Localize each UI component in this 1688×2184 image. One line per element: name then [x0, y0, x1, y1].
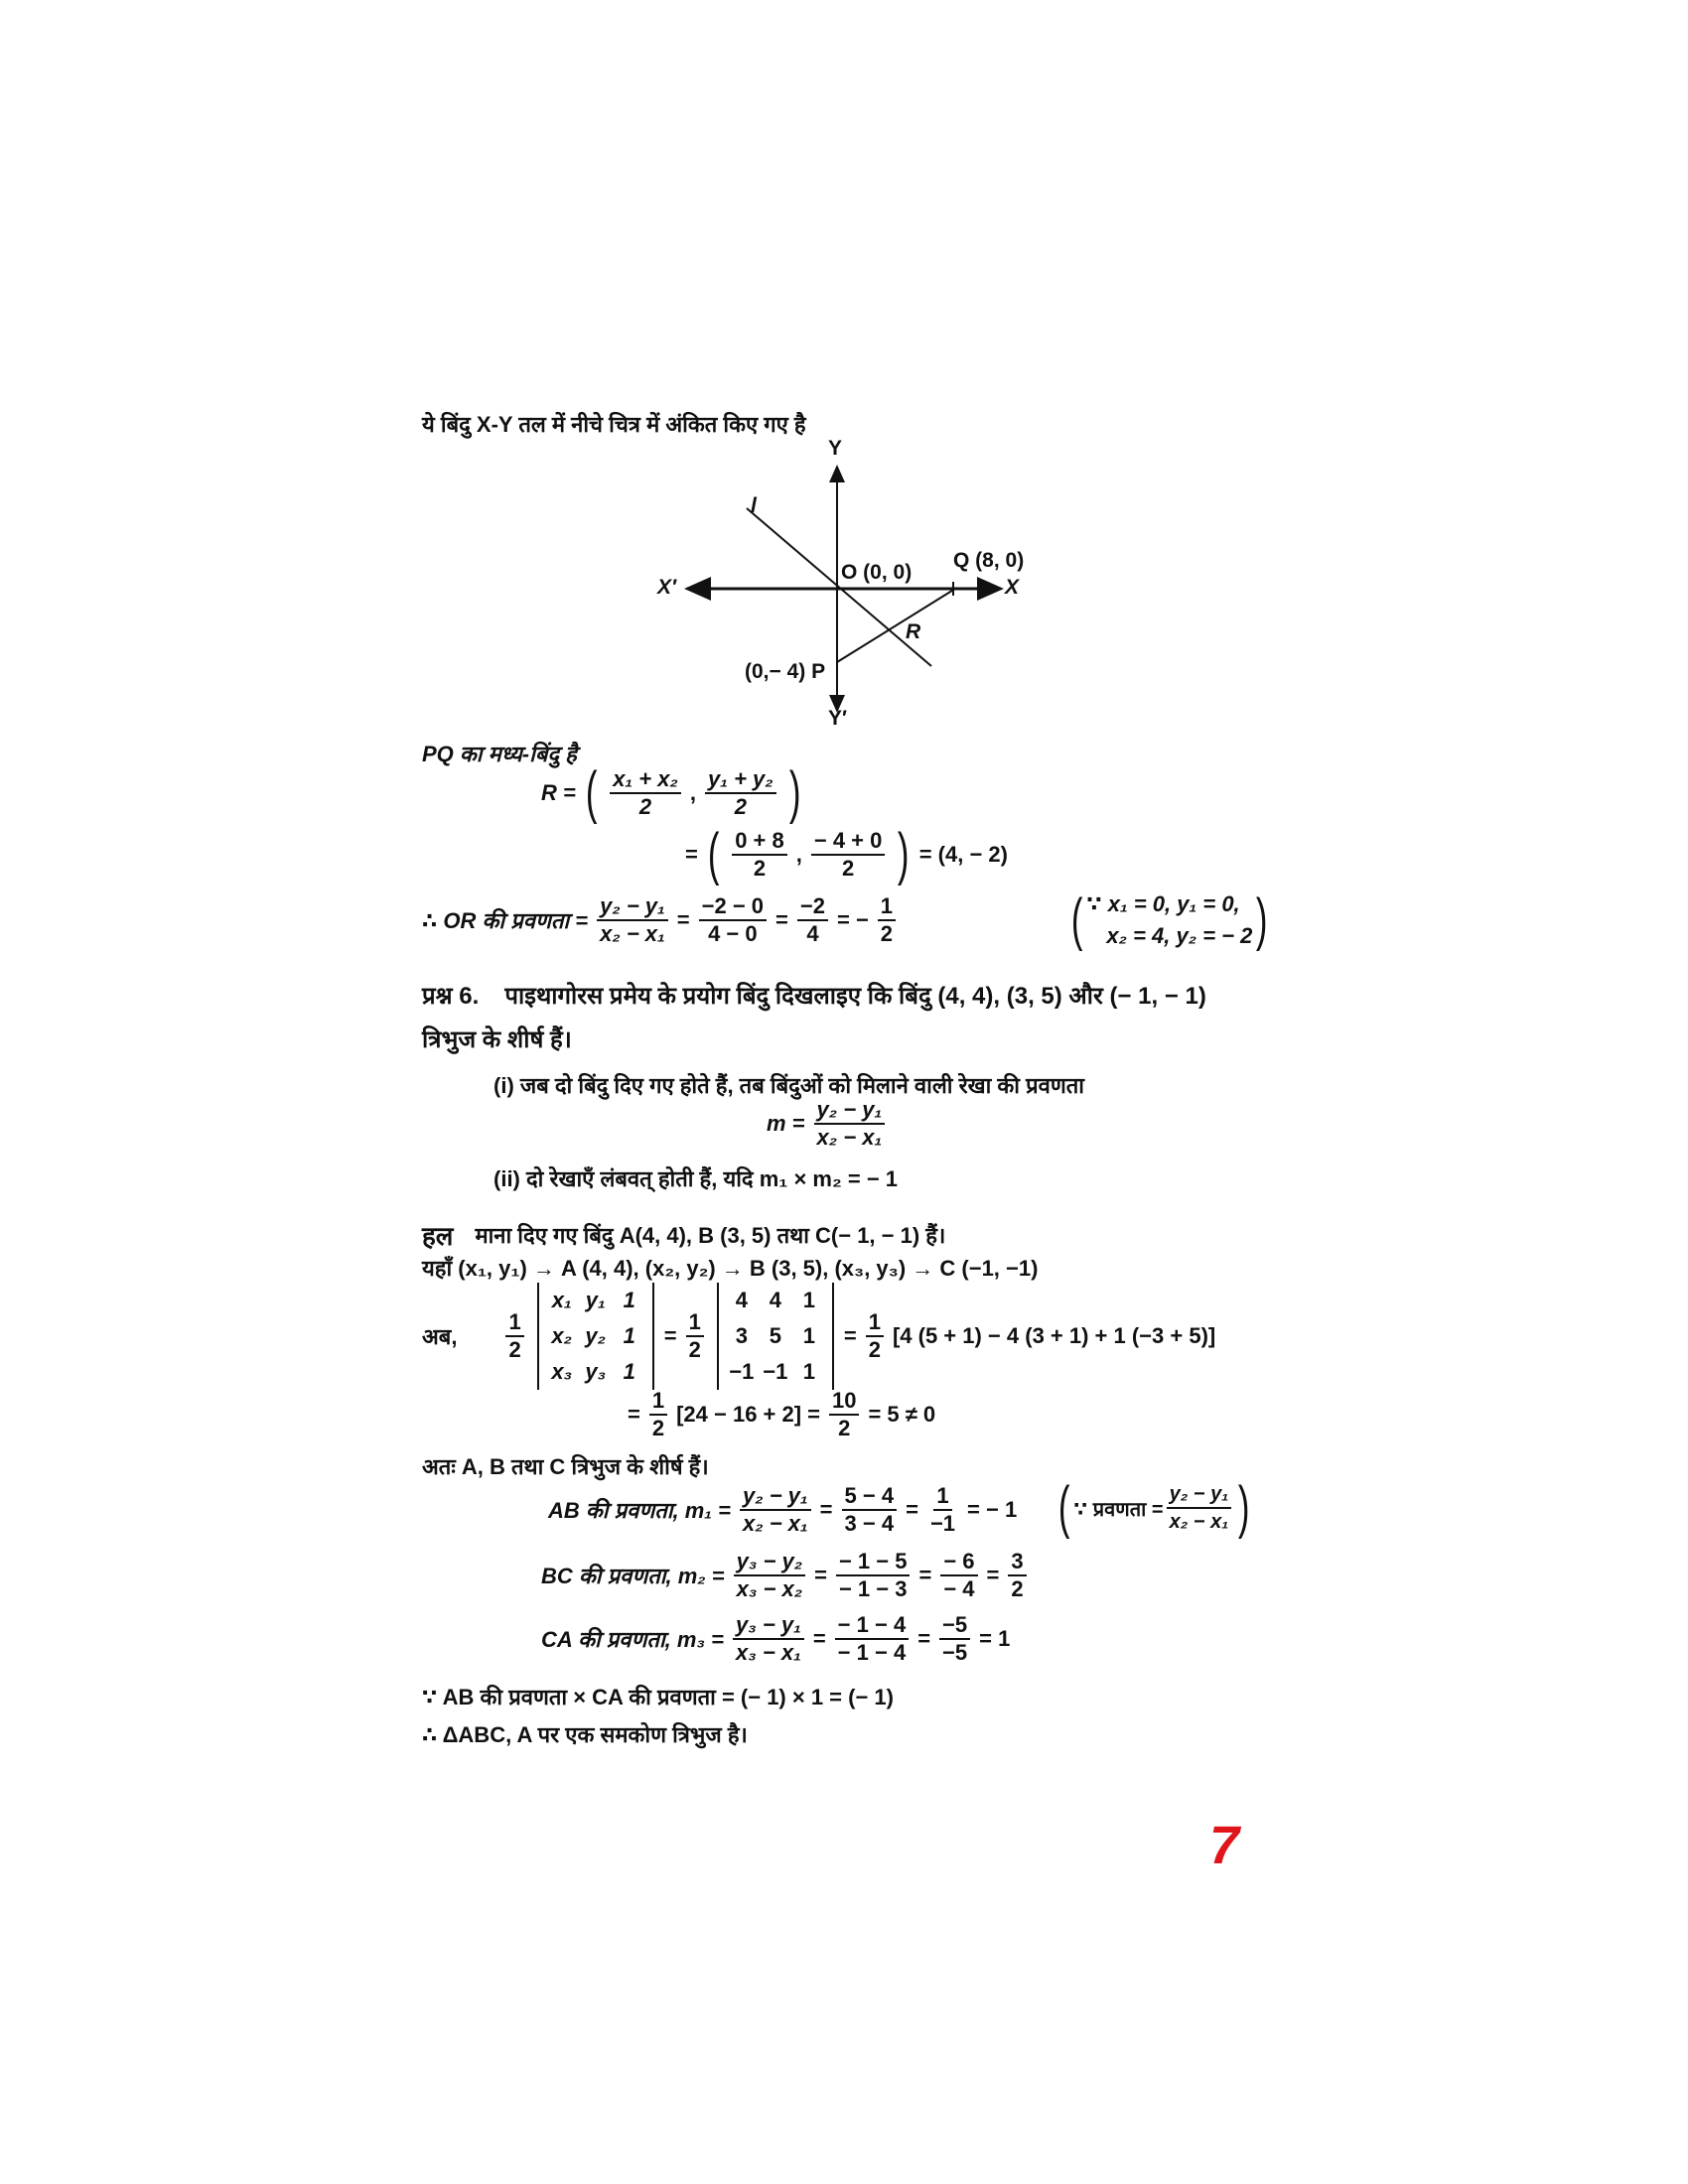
- ab-label: अब,: [422, 1324, 458, 1349]
- midpoint-result: = (4, − 2): [918, 842, 1008, 867]
- determinant-cell: x₂: [551, 1323, 573, 1348]
- fraction: $\frac{1}{2}$: [878, 893, 896, 947]
- note-line: x₂ = 4, y₂ = − 2: [1106, 923, 1253, 948]
- determinant-cell: 1: [802, 1323, 815, 1348]
- paren: (: [707, 822, 720, 887]
- determinant-symbolic: [537, 1283, 654, 1390]
- paren: ): [898, 822, 910, 887]
- label-l: l: [751, 494, 757, 517]
- fraction: $\frac{\text{y₂ − y₁}}{\text{x₂ − x₁}}$: [814, 1097, 886, 1151]
- fraction: $\frac{0 + 8}{2}$: [732, 828, 787, 882]
- label-y: Y: [828, 437, 843, 460]
- slope-formula: m = $\frac{\text{y₂ − y₁}}{\text{x₂ − x₁}}$: [767, 1097, 888, 1151]
- determinant-numeric: [717, 1283, 834, 1390]
- midpoint-substitution: [685, 822, 1008, 887]
- therefore-line: ∴ ΔABC, A पर एक समकोण त्रिभुज है।: [422, 1722, 748, 1747]
- fraction: $\frac{-2}{4}$: [797, 893, 828, 947]
- determinant-cell: 1: [802, 1288, 815, 1312]
- label-p: (0,− 4) P: [745, 660, 826, 683]
- solution-text: माना दिए गए बिंदु A(4, 4), B (3, 5) तथा C(− 1, − 1) हैं।: [475, 1223, 946, 1248]
- hint-i: (i) जब दो बिंदु दिए गए होते हैं, तब बिंदुओं को मिलाने वाली रेखा की प्रवणता: [493, 1073, 1084, 1098]
- comma: ,: [795, 842, 802, 867]
- determinant-cell: 3: [735, 1323, 748, 1348]
- determinant-cell: −1: [729, 1359, 755, 1384]
- midpoint-formula: [541, 760, 804, 825]
- label-x: X: [1005, 576, 1020, 599]
- midpoint-heading: PQ का मध्य-बिंदु है: [422, 742, 577, 766]
- label-x-prime: X′: [657, 576, 677, 599]
- label-r: R: [906, 620, 921, 643]
- or-slope-label: ∴ OR की प्रवणता =: [422, 908, 589, 933]
- fraction: $\frac{\text{y₁ + y₂}}{2}$: [705, 766, 776, 820]
- fraction: $\frac{\text{y₂ − y₁}}{\text{x₂ − x₁}}$: [597, 893, 668, 947]
- or-note: ( ∵ x₁ = 0, y₁ = 0, x₂ = 4, y₂ = − 2 ): [1070, 887, 1268, 952]
- determinant-cell: 1: [623, 1359, 635, 1384]
- since-line: ∵ AB की प्रवणता × CA की प्रवणता = (− 1) × 1 = (− 1): [422, 1685, 894, 1709]
- determinant-cell: 4: [735, 1288, 748, 1312]
- or-slope: ∴ OR की प्रवणता = $\frac{\text{y₂ − y₁}}{\text{x₂ − x₁}}$ = $\frac{-2 - 0}{4 - 0}$ = $\frac{-2}{4}$ = − $\frac{1}{2}$: [422, 893, 899, 947]
- determinant-cell: x₃: [551, 1359, 573, 1384]
- label-origin: O (0, 0): [841, 561, 913, 584]
- determinant-cell: y₂: [585, 1323, 607, 1348]
- expansion: [4 (5 + 1) − 4 (3 + 1) + 1 (−3 + 5)]: [892, 1323, 1216, 1348]
- bc-slope: BC की प्रवणता, m₂ = $\frac{\text{y₃ − y₂}}{\text{x₃ − x₂}}$ = $\frac{- 1 - 5}{- 1 - 3}$ = $\frac{- 6}{- 4}$ = $\frac{3}{2}$: [541, 1549, 1030, 1602]
- label-y-prime: Y′: [828, 707, 848, 730]
- question-text-2: त्रिभुज के शीर्ष हैं।: [422, 1026, 572, 1053]
- fraction: $\frac{-2 - 0}{4 - 0}$: [699, 893, 767, 947]
- slope-note: ( ∵ प्रवणता = $\frac{\text{y₂ − y₁}}{\text{x₂ − x₁}}$ ): [1057, 1475, 1250, 1540]
- label-q: Q (8, 0): [953, 549, 1025, 572]
- page-number: 7: [1209, 1816, 1240, 1875]
- ab-slope: AB की प्रवणता, m₁ = $\frac{\text{y₂ − y₁}}{\text{x₂ − x₁}}$ = $\frac{5 - 4}{3 - 4}$ = $\frac{1}{-1}$ = − 1: [548, 1483, 1018, 1536]
- question-label: प्रश्न 6.: [422, 983, 480, 1010]
- paren: (: [585, 760, 598, 825]
- solution-label: हल: [422, 1221, 454, 1251]
- conclusion: अतः A, B तथा C त्रिभुज के शीर्ष हैं।: [422, 1454, 709, 1479]
- question-text: पाइथागोरस प्रमेय के प्रयोग बिंदु दिखलाइए कि बिंदु (4, 4), (3, 5) और (− 1, − 1): [504, 983, 1206, 1010]
- determinant-cell: 1: [623, 1323, 635, 1348]
- determinant-cell: x₁: [551, 1288, 572, 1312]
- determinant-cell: 4: [769, 1288, 781, 1312]
- paren: ): [788, 760, 801, 825]
- mapping-line: यहाँ (x₁, y₁) → A (4, 4), (x₂, y₂) → B (3, 5), (x₃, y₃) → C (−1, −1): [422, 1256, 1039, 1281]
- note-line: ∵ x₁ = 0, y₁ = 0,: [1086, 891, 1240, 916]
- equals: =: [685, 842, 698, 867]
- comma: ,: [689, 780, 696, 805]
- intro-text: ये बिंदु X-Y तल में नीचे चित्र में अंकित किए गए है: [422, 412, 806, 437]
- fraction: $\frac{- 4 + 0}{2}$: [811, 828, 886, 882]
- fraction: $\frac{\text{x₁ + x₂}}{2}$: [610, 766, 681, 820]
- coordinate-figure: [0, 0, 1688, 754]
- determinant-cell: 5: [769, 1323, 781, 1348]
- ca-slope: CA की प्रवणता, m₃ = $\frac{\text{y₃ − y₁}}{\text{x₃ − x₁}}$ = $\frac{- 1 - 4}{- 1 - 4}$ = $\frac{-5}{-5}$ = 1: [541, 1612, 1011, 1665]
- determinant-result: = $\frac{1}{2}$ [24 − 16 + 2] = $\frac{10}{2}$ = 5 ≠ 0: [628, 1388, 936, 1440]
- determinant-cell: 1: [802, 1359, 815, 1384]
- determinant-cell: y₃: [585, 1359, 607, 1384]
- determinant-line: अब, $\frac{1}{2}$ x₁ y₁ 1 x₂ y₂ 1 x₃ y₃ 1 = $\frac{1}{2}$ 4 4 1 3 5 1 −1 −1 1 = $\frac{1}{2}$ [4 (5 + 1) − 4 (3 + 1) + 1 (−3 + 5)]: [422, 1283, 1215, 1390]
- solution-line: [422, 1217, 945, 1253]
- hint-ii: (ii) दो रेखाएँ लंबवत् होती हैं, यदि m₁ × m₂ = − 1: [493, 1166, 899, 1191]
- determinant-cell: −1: [763, 1359, 788, 1384]
- question-line: [422, 979, 1206, 1012]
- determinant-cell: 1: [623, 1288, 635, 1312]
- determinant-cell: y₁: [585, 1288, 606, 1312]
- r-equals: R =: [541, 780, 576, 805]
